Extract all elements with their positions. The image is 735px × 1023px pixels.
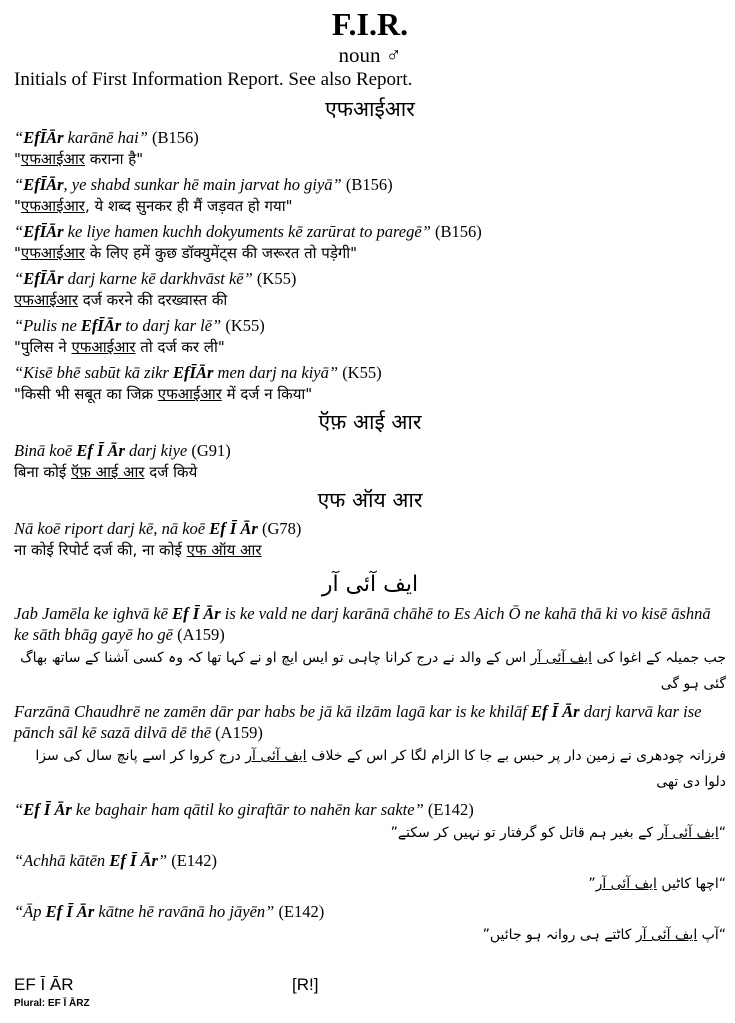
example-devanagari (14, 195, 726, 217)
example-transliteration (14, 518, 726, 539)
example (14, 440, 726, 483)
transliteration-text: “ (14, 128, 24, 147)
example-transliteration (14, 221, 726, 242)
example-transliteration (14, 799, 726, 820)
script-text: "पुलिस ने (14, 338, 72, 356)
script-text: فرزانہ چودھری نے زمین دار پر حبس بے جا کا الزام لگا کر اس کے خلاف (306, 748, 726, 764)
term-bold: Ef Ī Ār (45, 902, 95, 921)
part-of-speech (14, 42, 726, 68)
transliteration-text: Jab Jamēla ke ighvā kē (14, 604, 173, 623)
term-bold: EfĪĀr (23, 222, 64, 241)
script-text: " (14, 150, 21, 168)
term-bold: EfĪĀr (23, 175, 64, 194)
example (14, 268, 726, 311)
headword: F.I.R. (331, 6, 409, 42)
dictionary-entry (14, 6, 726, 948)
term-bold: EfĪĀr (80, 316, 122, 335)
underlined-term: एफ ऑय आर (186, 541, 262, 559)
example-devanagari (14, 539, 726, 561)
male-gender-icon: ♂ (385, 43, 402, 67)
transliteration-text: darj karvā kar ise pānch sāl kē sazā dilvā dē thē (14, 702, 702, 742)
example-devanagari (14, 148, 726, 170)
transliteration-text: “ (14, 222, 24, 241)
source-citation: (E142) (423, 800, 474, 819)
source-citation: (B156) (341, 175, 393, 194)
underlined-term: एफआईआर (20, 244, 85, 262)
example (14, 221, 726, 264)
term-bold: Ef Ī Ār (530, 702, 580, 721)
term-bold: Ef Ī Ār (209, 519, 258, 538)
example (14, 799, 726, 846)
script-text: کاٹتے ہی روانہ ہو جائیں” (482, 927, 636, 943)
source-citation: (E142) (167, 851, 218, 870)
example (14, 362, 726, 405)
term-bold: EfĪĀr (173, 363, 214, 382)
script-text: کے بغیر ہم قاتل کو گرفتار تو نہیں کر سکتے” (390, 825, 658, 841)
source-citation: (K55) (338, 363, 382, 382)
script-text: तो दर्ज कर ली" (135, 338, 225, 356)
script-text: ” (588, 876, 596, 892)
transliteration-text: Farzānā Chaudhrē ne zamēn dār par habs be jā kā ilzām lagā kar is ke khilāf (14, 702, 531, 721)
source-citation: (E142) (274, 902, 325, 921)
example-transliteration (14, 850, 726, 871)
example-urdu (14, 922, 726, 948)
source-citation: (B156) (430, 222, 482, 241)
source-citation: (B156) (147, 128, 199, 147)
example-urdu (14, 645, 726, 697)
underlined-term: ایف آئی آر (635, 927, 698, 943)
term-bold: Ef Ī Ār (109, 851, 158, 870)
transliteration-text: “Achhā kātēn (14, 851, 110, 870)
script-text: جب جمیلہ کے اغوا کی (592, 650, 726, 666)
example-devanagari (14, 383, 726, 405)
example (14, 901, 726, 948)
transliteration-text: “ (14, 800, 24, 819)
script-text: दर्ज किये (144, 463, 198, 481)
underlined-term: एफआईआर (157, 385, 222, 403)
example-devanagari (14, 461, 726, 483)
transliteration-text: “ (14, 175, 24, 194)
underlined-term: ऍफ़ आई आर (70, 463, 145, 481)
section-heading: ऍफ़ आई आर (318, 410, 422, 434)
transliteration-text: “ (14, 269, 24, 288)
example (14, 603, 726, 697)
footer (14, 975, 726, 1009)
script-text: , ये शब्द सुनकर ही मैं जड़वत हो गया" (84, 197, 293, 215)
script-text: " (14, 244, 21, 262)
underlined-term: एफआईआर (14, 291, 79, 309)
transliteration-text: men darj na kiyā” (213, 363, 339, 382)
script-text: درج کروا کر اسے پانچ سال کی سزا دلوا دی تھی (35, 748, 726, 790)
definition: Initials of First Information Report. See also Report. (14, 69, 413, 90)
example-urdu (14, 820, 726, 846)
underlined-term: ایف آئی آر (245, 748, 307, 764)
source-citation: (A159) (173, 625, 225, 644)
example (14, 127, 726, 170)
example-devanagari (14, 336, 726, 358)
script-text: اس کے والد نے درج کرانا چاہی تو ایس ایچ او نے کہا تھا کہ وہ کسی آشنا کے ساتھ بھاگ گئی ہو گی (20, 650, 726, 692)
transliteration-text: “Āp (14, 902, 46, 921)
term-bold: Ef Ī Ār (23, 800, 72, 819)
script-text: कराना है" (84, 150, 144, 168)
example (14, 518, 726, 561)
pos-label: noun (338, 43, 381, 67)
example-transliteration (14, 127, 726, 148)
transliteration-text: “Kisē bhē sabūt kā zikr (14, 363, 174, 382)
script-text: “آپ (697, 927, 726, 943)
example-transliteration (14, 315, 726, 336)
example (14, 850, 726, 897)
sections-container (14, 95, 726, 948)
script-text: "किसी भी सबूत का जिक्र (14, 385, 158, 403)
transliteration-text: kātne hē ravānā ho jāyēn” (94, 902, 275, 921)
script-text: “اچھا کاٹیں (656, 876, 726, 892)
underlined-term: ایف آئی آر (530, 650, 592, 666)
transliteration-text: ” (157, 851, 168, 870)
transliteration-text: , ye shabd sunkar hē main jarvat ho giyā” (63, 175, 342, 194)
transliteration-text: is ke vald ne darj karānā chāhē to Es Aich Ō ne kahā thā ki vo kisē āshnā ke sāth bhāg gayē ho gē (14, 604, 711, 644)
example-devanagari (14, 289, 726, 311)
script-text: बिना कोई (14, 463, 71, 481)
term-bold: EfĪĀr (23, 128, 64, 147)
section-heading: ایف آئی آر (321, 572, 419, 597)
footer-plural: Plural: EF Ī ĀRZ (14, 998, 90, 1009)
example-transliteration (14, 603, 726, 645)
section-heading: एफ ऑय आर (317, 488, 423, 512)
transliteration-text: ke baghair ham qātil ko giraftār to nahēn kar sakte” (71, 800, 424, 819)
transliteration-text: ke liye hamen kuchh dokyuments kē zarūrat to paregē” (63, 222, 431, 241)
script-text: के लिए हमें कुछ डॉक्युमेंट्स की जरूरत तो पड़ेगी" (84, 244, 358, 262)
underlined-term: एफआईआर (20, 150, 85, 168)
source-citation: (G78) (257, 519, 302, 538)
example (14, 701, 726, 795)
underlined-term: ایف آئی آر (657, 825, 719, 841)
example-transliteration (14, 174, 726, 195)
transliteration-text: darj karne kē darkhvāst kē” (63, 269, 253, 288)
script-text: में दर्ज न किया" (221, 385, 313, 403)
example-urdu (14, 743, 726, 795)
source-citation: (A159) (211, 723, 263, 742)
transliteration-text: Binā koē (14, 441, 77, 460)
term-bold: Ef Ī Ār (172, 604, 221, 623)
script-text: ना कोई रिपोर्ट दर्ज की, ना कोई (14, 541, 187, 559)
underlined-term: एफआईआर (71, 338, 136, 356)
example-transliteration (14, 362, 726, 383)
example-transliteration (14, 701, 726, 743)
underlined-term: ایف آئی آر (595, 876, 657, 892)
transliteration-text: Nā koē riport darj kē, nā koē (14, 519, 210, 538)
source-citation: (K55) (252, 269, 297, 288)
transliteration-text: “Pulis ne (14, 316, 81, 335)
section-heading: एफआईआर (325, 97, 415, 121)
transliteration-text: karānē hai” (63, 128, 148, 147)
transliteration-text: to darj kar lē” (121, 316, 222, 335)
underlined-term: एफआईआर (20, 197, 85, 215)
example-urdu (14, 871, 726, 897)
source-citation: (G91) (187, 441, 231, 460)
example-devanagari (14, 242, 726, 264)
footer-relation: [R!] (292, 975, 319, 994)
term-bold: EfĪĀr (23, 269, 64, 288)
source-citation: (K55) (221, 316, 265, 335)
example (14, 174, 726, 217)
example (14, 315, 726, 358)
script-text: " (14, 197, 21, 215)
term-bold: Ef Ī Ār (76, 441, 125, 460)
script-text: दर्ज करने की दरख्वास्त की (78, 291, 228, 309)
script-text: “ (718, 825, 726, 841)
example-transliteration (14, 440, 726, 461)
transliteration-text: darj kiye (124, 441, 188, 460)
footer-lemma: EF Ī ĀR (14, 975, 74, 994)
example-transliteration (14, 268, 726, 289)
example-transliteration (14, 901, 726, 922)
